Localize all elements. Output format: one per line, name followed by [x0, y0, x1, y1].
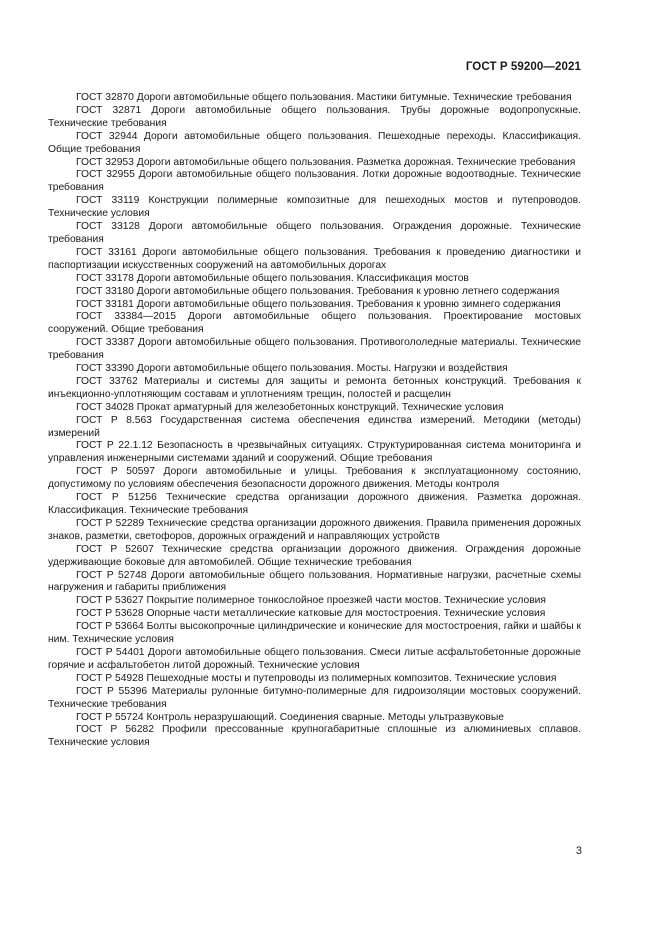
reference-entry: ГОСТ 33128 Дороги автомобильные общего пользования. Ограждения дорожные. Технические требования — [48, 221, 581, 245]
reference-entry: ГОСТ 33161 Дороги автомобильные общего пользования. Требования к проведению диагностики и паспортизации искусственных сооружений на автомобильных дорогах — [48, 246, 581, 271]
reference-entry: ГОСТ 32955 Дороги автомобильные общего пользования. Лотки дорожные водоотводные. Технические требования — [48, 169, 581, 194]
reference-entry: ГОСТ 33180 Дороги автомобильные общего пользования. Требования к уровню летнего содержания — [76, 285, 560, 297]
reference-entry: ГОСТ Р 54401 Дороги автомобильные общего пользования. Смеси литые асфальтобетонные дорожные горячие и асфальтобетон литой дорожный. Технические условия — [48, 646, 581, 671]
reference-entry: ГОСТ Р 50597 Дороги автомобильные и улицы. Требования к эксплуатационному состоянию, допустимому по условиям обеспечения безопасности дорожного движения. Методы контроля — [48, 466, 581, 491]
reference-entry: ГОСТ 33384—2015 Дороги автомобильные общего пользования. Проектирование мостовых сооружений. Общие требования — [48, 311, 581, 336]
reference-entry: ГОСТ Р 22.1.12 Безопасность в чрезвычайных ситуациях. Структурированная система мониторинга и управления инженерными системами зданий и сооружений. Общие требования — [48, 440, 581, 465]
reference-entry: ГОСТ Р 53664 Болты высокопрочные цилиндрические и конические для мостостроения, гайки и шайбы к ним. Технические условия — [48, 621, 581, 646]
reference-entry: ГОСТ Р 55724 Контроль неразрушающий. Соединения сварные. Методы ультразвуковые — [76, 711, 504, 723]
page-number: 3 — [575, 845, 582, 857]
reference-entry: ГОСТ 33390 Дороги автомобильные общего пользования. Мосты. Нагрузки и воздействия — [76, 363, 508, 375]
reference-entry: ГОСТ 32870 Дороги автомобильные общего пользования. Мастики битумные. Технические требования — [76, 92, 572, 103]
reference-entry: ГОСТ Р 53628 Опорные части металлические катковые для мостостроения. Технические условия — [76, 608, 546, 620]
reference-entry: ГОСТ Р 55396 Материалы рулонные битумно-полимерные для гидроизоляции мостовых сооружений. Технические требования — [48, 685, 581, 710]
reference-entry: ГОСТ Р 51256 Технические средства организации дорожного движения. Разметка дорожная. Классификация. Технические требования — [48, 492, 581, 516]
reference-entry: ГОСТ 33178 Дороги автомобильные общего пользования. Классификация мостов — [76, 272, 469, 284]
reference-entry: ГОСТ 32871 Дороги автомобильные общего пользования. Трубы дорожные водопропускные. Технические требования — [48, 104, 581, 129]
reference-entry: ГОСТ 33119 Конструкции полимерные композитные для пешеходных мостов и путепроводов. Технические условия — [48, 195, 581, 220]
reference-entry: ГОСТ 32953 Дороги автомобильные общего пользования. Разметка дорожная. Технические требования — [76, 156, 576, 168]
reference-entry: ГОСТ 33762 Материалы и системы для защиты и ремонта бетонных конструкций. Требования к инъекционно-уплотняющим составам и уплотнениям трещин, полостей и расщелин — [48, 375, 581, 400]
reference-entry: ГОСТ 33181 Дороги автомобильные общего пользования. Требования к уровню зимнего содержания — [76, 298, 561, 310]
reference-entry: ГОСТ Р 8.563 Государственная система обеспечения единства измерений. Методики (методы) измерений — [48, 414, 581, 439]
reference-entry: ГОСТ Р 52607 Технические средства организации дорожного движения. Ограждения дорожные удерживающие боковые для автомобилей. Общие технические требования — [48, 543, 581, 568]
reference-entry: ГОСТ 34028 Прокат арматурный для железобетонных конструкций. Технические условия — [76, 401, 504, 413]
reference-entry: ГОСТ Р 54928 Пешеходные мосты и путепроводы из полимерных композитов. Технические условия — [76, 672, 557, 684]
reference-entry: ГОСТ Р 56282 Профили прессованные крупногабаритные сплошные из алюминиевых сплавов. Технические условия — [48, 724, 581, 749]
reference-entry: ГОСТ Р 52748 Дороги автомобильные общего пользования. Нормативные нагрузки, расчетные схемы нагружения и габариты приближения — [48, 569, 581, 594]
document-code-header: ГОСТ Р 59200—2021 — [465, 61, 581, 73]
reference-entry: ГОСТ Р 53627 Покрытие полимерное тонкослойное проезжей части мостов. Технические условия — [76, 595, 547, 607]
reference-entry: ГОСТ 33387 Дороги автомобильные общего пользования. Противогололедные материалы. Технические требования — [48, 337, 581, 362]
reference-entry: ГОСТ Р 52289 Технические средства организации дорожного движения. Правила применения дорожных знаков, разметки, светофоров, дорожных ограждений и направляющих устройств — [48, 517, 581, 542]
reference-entry: ГОСТ 32944 Дороги автомобильные общего пользования. Пешеходные переходы. Классификация. Общие требования — [48, 130, 581, 155]
normative-references-list — [48, 92, 581, 750]
